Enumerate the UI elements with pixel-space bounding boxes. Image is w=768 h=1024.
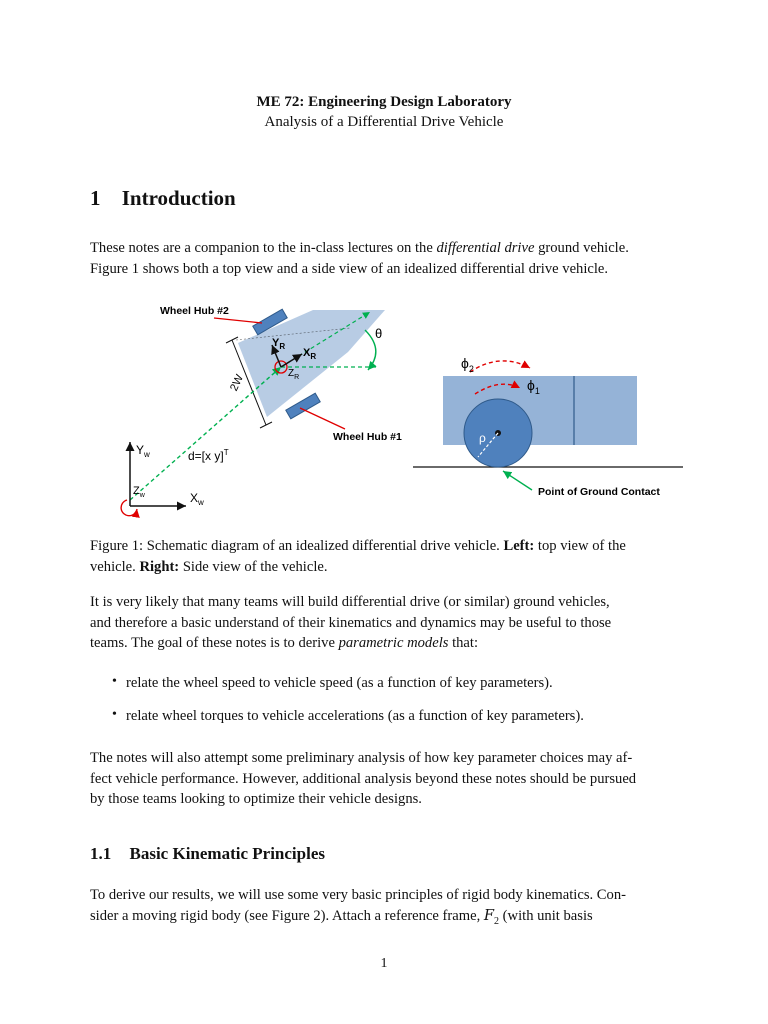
intro-italic-term: differential drive [436, 240, 535, 256]
side-view [413, 355, 683, 498]
scope-text: The notes will also attempt some preliminary analysis of how key parameter choices may af- [90, 750, 633, 766]
two-w-label: 2W [228, 372, 246, 393]
caption-text: top view of the [534, 538, 626, 554]
motivation-text: and therefore a basic understand of their kinematics and dynamics may be useful to those [90, 614, 612, 631]
d-vector-label: d=[x y]$^T$ [188, 448, 229, 463]
caption-right-label: Right: [139, 558, 180, 575]
goals-list [112, 675, 682, 741]
caption-text: Figure 1: Schematic diagram of an idealized differential drive vehicle. [90, 538, 504, 554]
wheel-hub-2-label: Wheel Hub #2 [160, 305, 229, 317]
phi2-label: $\phi_2$ [461, 355, 474, 374]
caption-text: Side view of the vehicle. [179, 558, 328, 575]
scope-text: by those teams looking to optimize their vehicle designs. [90, 791, 422, 807]
top-view [121, 305, 402, 530]
section-1-1-title: Basic Kinematic Principles [129, 844, 325, 863]
xw-label: $X_w$ [190, 491, 204, 507]
section-1-1-number: 1.1 [90, 844, 112, 863]
kinematics-text: sider a moving rigid body (see Figure 2). Attach a reference frame, [90, 907, 484, 924]
motivation-paragraph [90, 592, 680, 654]
yr-label: $Y_R$ [272, 337, 286, 351]
caption-left-label: Left: [503, 538, 535, 554]
figure-1-caption [90, 536, 680, 577]
section-1-heading [90, 186, 236, 211]
motivation-text: teams. The goal of these notes is to derive [90, 635, 339, 651]
intro-text: Figure 1 shows both a top view and a side view of an idealized differential drive vehicle. [90, 260, 609, 277]
intro-text: ground vehicle. [534, 240, 629, 256]
page-number: 1 [380, 956, 388, 971]
ground-contact-label: Point of Ground Contact [538, 486, 660, 498]
frame-subscript: 2 [494, 915, 500, 927]
list-item: • relate the wheel speed to vehicle speed (as a function of key parameters). [112, 675, 682, 708]
section-1-title: Introduction [121, 186, 236, 210]
motivation-text: that: [448, 635, 479, 651]
section-1-number: 1 [90, 186, 101, 210]
scope-paragraph [90, 748, 680, 810]
zw-label: $Z_w$ [133, 485, 145, 499]
frame-symbol: F [483, 906, 495, 924]
figure-1-diagram [0, 290, 768, 530]
wheel-hub-1-label: Wheel Hub #1 [333, 431, 402, 443]
list-item: • relate wheel torques to vehicle accelerations (as a function of key parameters). [112, 708, 682, 741]
phi1-label: $\phi_1$ [527, 377, 540, 396]
kinematics-paragraph [90, 885, 680, 932]
motivation-text: It is very likely that many teams will build differential drive (or similar) ground vehicles, [90, 594, 610, 610]
intro-paragraph [90, 238, 680, 279]
theta-label: θ [375, 326, 383, 341]
kinematics-text: (with unit basis [499, 907, 593, 924]
yw-label: $Y_w$ [136, 443, 150, 459]
kinematics-text: To derive our results, we will use some very basic principles of rigid body kinematics. Con- [90, 887, 626, 903]
section-1-1-heading [90, 844, 325, 864]
scope-text: fect vehicle performance. However, additional analysis beyond these notes should be pursued [90, 770, 637, 787]
paper-course-title: ME 72: Engineering Design Laboratory [256, 94, 512, 110]
xr-label: $X_R$ [303, 347, 317, 361]
intro-text: These notes are a companion to the in-class lectures on the [90, 240, 437, 256]
zr-label: $Z_R$ [288, 368, 300, 381]
motivation-italic-term: parametric models [338, 635, 449, 651]
rho-label: ρ [479, 431, 486, 445]
caption-text: vehicle. [90, 558, 140, 575]
paper-subtitle: Analysis of a Differential Drive Vehicle [264, 114, 504, 130]
